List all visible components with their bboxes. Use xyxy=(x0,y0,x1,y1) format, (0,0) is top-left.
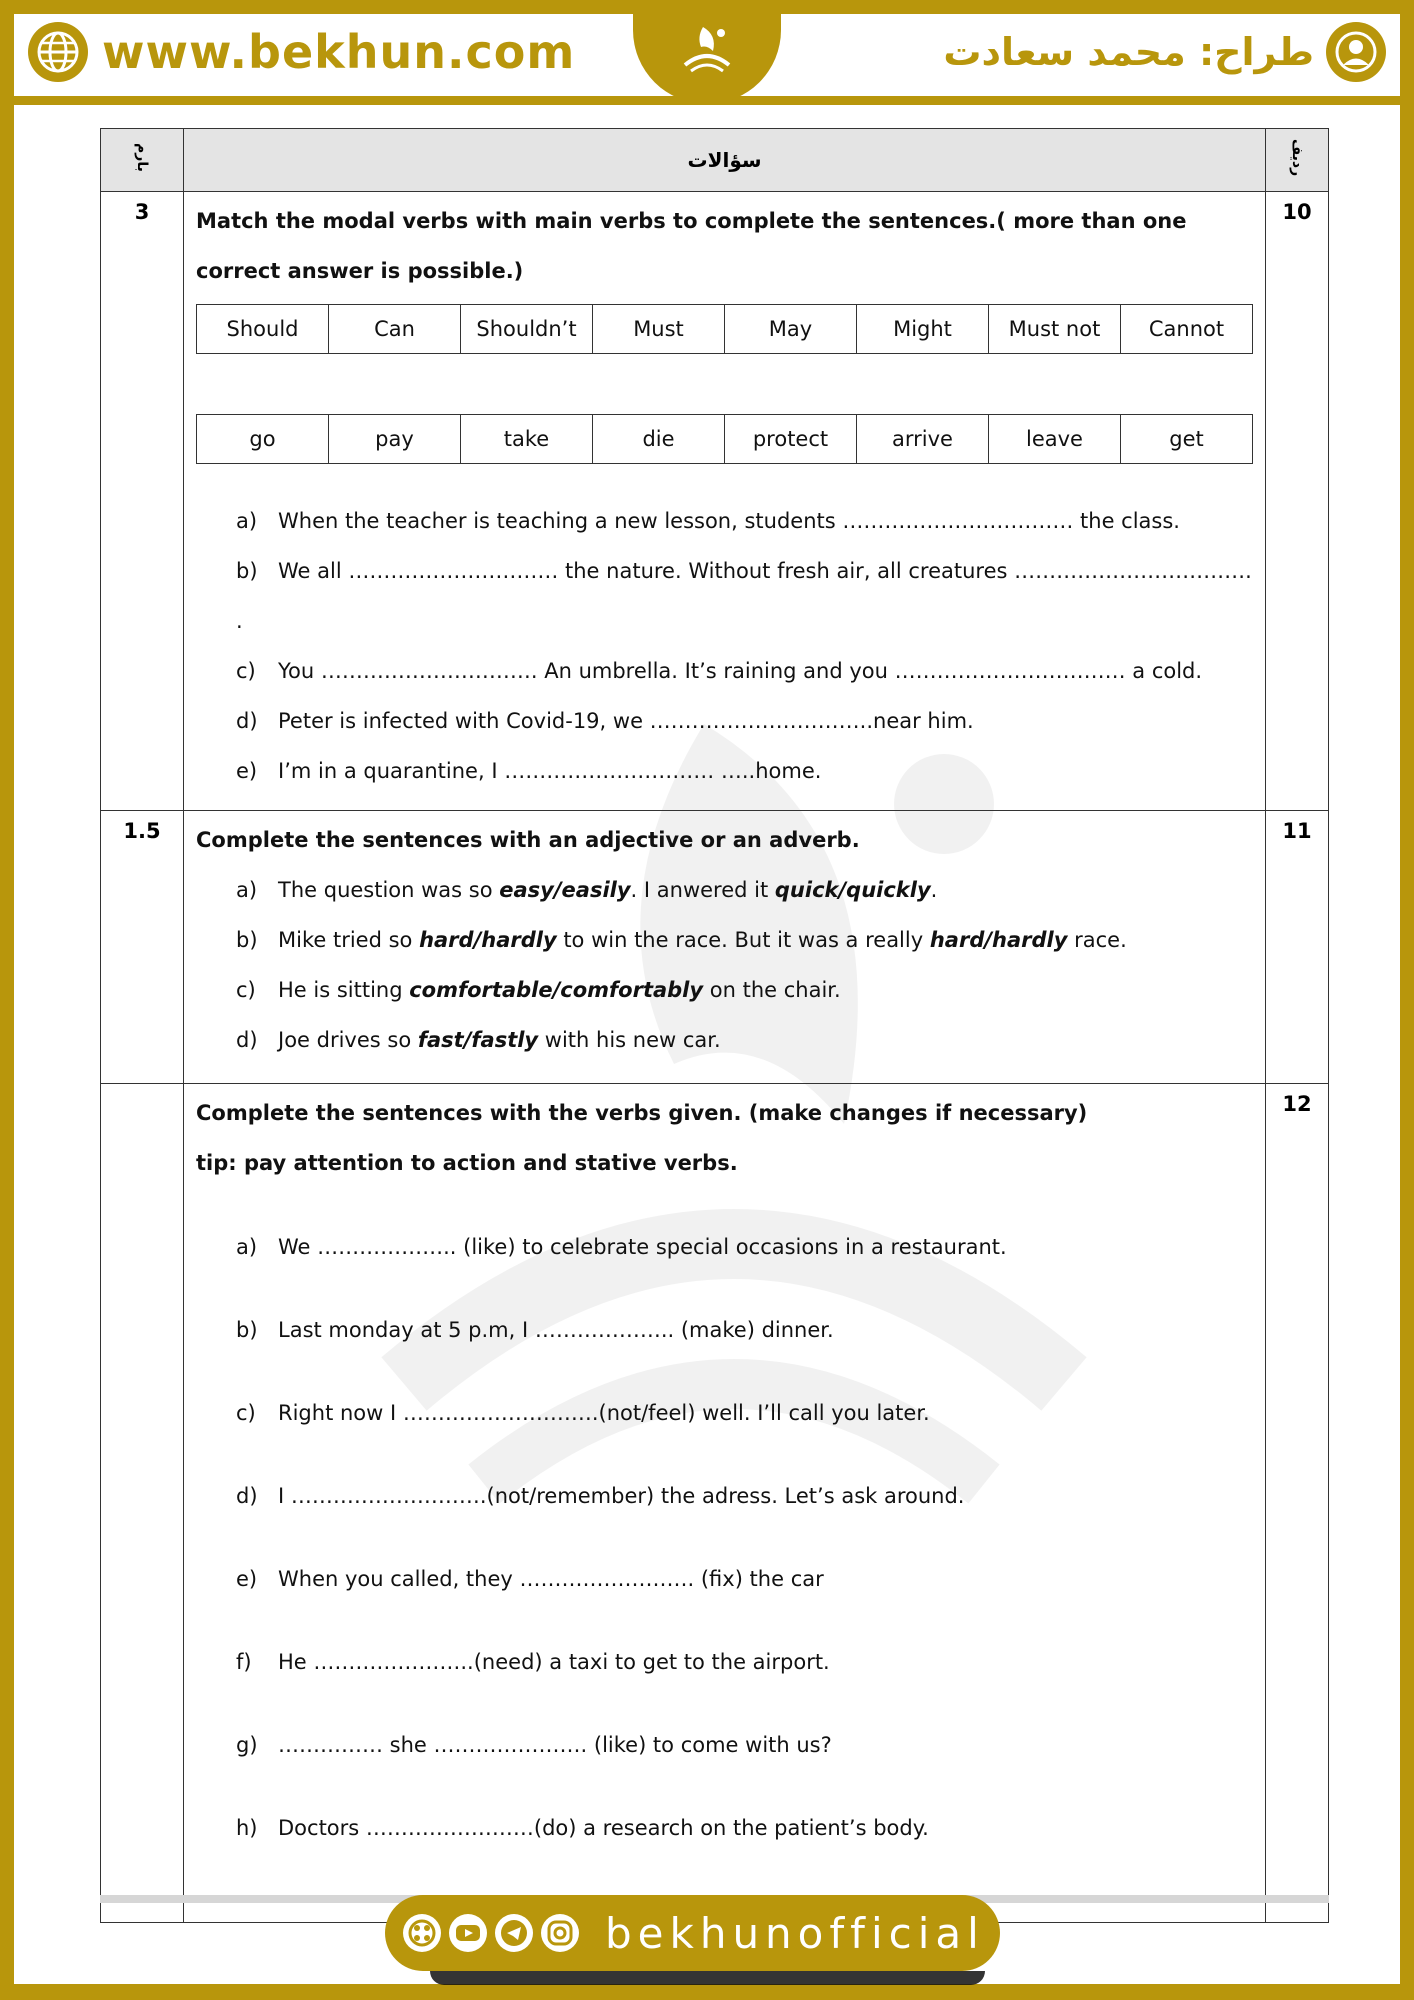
site-link[interactable] xyxy=(28,20,575,84)
row-number-cell: 10 xyxy=(1266,192,1329,811)
instagram-icon[interactable] xyxy=(541,1914,579,1952)
questions-table xyxy=(100,128,1329,1923)
list-item: e) I’m in a quarantine, I ………………………… …..home. xyxy=(236,759,822,783)
modals-table xyxy=(196,304,1253,354)
question-content xyxy=(184,192,1266,811)
list-item: d) I ……………………….(not/remember) the adress. Let’s ask around. xyxy=(236,1484,965,1508)
social-links xyxy=(403,1914,587,1952)
verb-option: get xyxy=(1121,415,1253,464)
telegram-icon[interactable] xyxy=(495,1914,533,1952)
instruction: Complete the sentences with an adjective or an adverb. xyxy=(196,828,860,852)
list-item: h) Doctors ……………………(do) a research on the patient’s body. xyxy=(236,1816,929,1840)
modal-option: Might xyxy=(857,305,989,354)
modal-option: Should xyxy=(197,305,329,354)
score-cell xyxy=(101,1084,184,1923)
verb-option: protect xyxy=(725,415,857,464)
brand-logo-icon xyxy=(667,17,747,87)
question-content xyxy=(184,1084,1266,1923)
footer-shadow xyxy=(430,1971,985,1985)
designer-name: طراح: محمد سعادت xyxy=(943,30,1314,74)
verb-option: take xyxy=(461,415,593,464)
row-number-cell: 11 xyxy=(1266,811,1329,1084)
list-item: e) When you called, they ……………………. (fix) the car xyxy=(236,1567,824,1591)
aparat-icon[interactable] xyxy=(403,1914,441,1952)
list-item: b) We all ………………………… the nature. Without fresh air, all creatures ……………………………. . xyxy=(236,559,1252,633)
instruction: Match the modal verbs with main verbs to complete the sentences.( more than one correct answer is possible.) xyxy=(196,209,1187,283)
score-cell: 3 xyxy=(101,192,184,811)
verbs-table xyxy=(196,414,1253,464)
verb-option: die xyxy=(593,415,725,464)
header-row: ردیف xyxy=(1266,129,1329,192)
instruction: Complete the sentences with the verbs given. (make changes if necessary) xyxy=(196,1101,1088,1125)
modal-option: Can xyxy=(329,305,461,354)
list-item: f) He …………………..(need) a taxi to get to the airport. xyxy=(236,1650,830,1674)
modal-option: May xyxy=(725,305,857,354)
table-header xyxy=(101,129,1329,192)
youtube-icon[interactable] xyxy=(449,1914,487,1952)
page xyxy=(14,14,1400,1984)
verb-option: pay xyxy=(329,415,461,464)
list-item: c) He is sitting comfortable/comfortably on the chair. xyxy=(236,978,841,1002)
globe-icon xyxy=(28,22,88,82)
verb-option: arrive xyxy=(857,415,989,464)
question-content xyxy=(184,811,1266,1084)
social-handle[interactable]: bekhunofficial xyxy=(605,1908,985,1958)
header-score: بارم xyxy=(101,129,184,192)
score-cell: 1.5 xyxy=(101,811,184,1084)
list-item: b) Mike tried so hard/hardly to win the race. But it was a really hard/hardly race. xyxy=(236,928,1127,952)
list-item: a) We ……………….. (like) to celebrate special occasions in a restaurant. xyxy=(236,1235,1007,1259)
question-row-12 xyxy=(101,1084,1329,1923)
list-item: d) Joe drives so fast/fastly with his new car. xyxy=(236,1028,721,1052)
header-questions: سؤالات xyxy=(184,129,1266,192)
brand-logo xyxy=(633,0,781,104)
list-item: a) The question was so easy/easily. I anwered it quick/quickly. xyxy=(236,878,938,902)
list-item: c) Right now I ……………………….(not/feel) well. I’ll call you later. xyxy=(236,1401,930,1425)
list-item: g) …………… she …………………. (like) to come with us? xyxy=(236,1733,832,1757)
list-item: a) When the teacher is teaching a new lesson, students …………………………… the class. xyxy=(236,509,1180,533)
list-item: c) You …………………………. An umbrella. It’s raining and you …………………………… a cold. xyxy=(236,659,1203,683)
social-footer xyxy=(385,1895,1000,1971)
question-row-10 xyxy=(101,192,1329,811)
modal-option: Shouldn’t xyxy=(461,305,593,354)
tip: tip: pay attention to action and stative verbs. xyxy=(196,1151,738,1175)
list-item: d) Peter is infected with Covid-19, we …………………………..near him. xyxy=(236,709,974,733)
verb-option: go xyxy=(197,415,329,464)
sentence-list xyxy=(196,496,1253,796)
sentence-list xyxy=(196,865,1253,1065)
list-item: b) Last monday at 5 p.m, I ……………….. (make) dinner. xyxy=(236,1318,834,1342)
site-url: www.bekhun.com xyxy=(102,25,576,79)
modal-option: Must xyxy=(593,305,725,354)
header xyxy=(14,14,1400,105)
user-icon xyxy=(1326,22,1386,82)
verb-option: leave xyxy=(989,415,1121,464)
modal-option: Must not xyxy=(989,305,1121,354)
question-row-11 xyxy=(101,811,1329,1084)
sentence-list xyxy=(196,1206,1253,1870)
designer-credit xyxy=(943,20,1386,84)
modal-option: Cannot xyxy=(1121,305,1253,354)
row-number-cell: 12 xyxy=(1266,1084,1329,1923)
